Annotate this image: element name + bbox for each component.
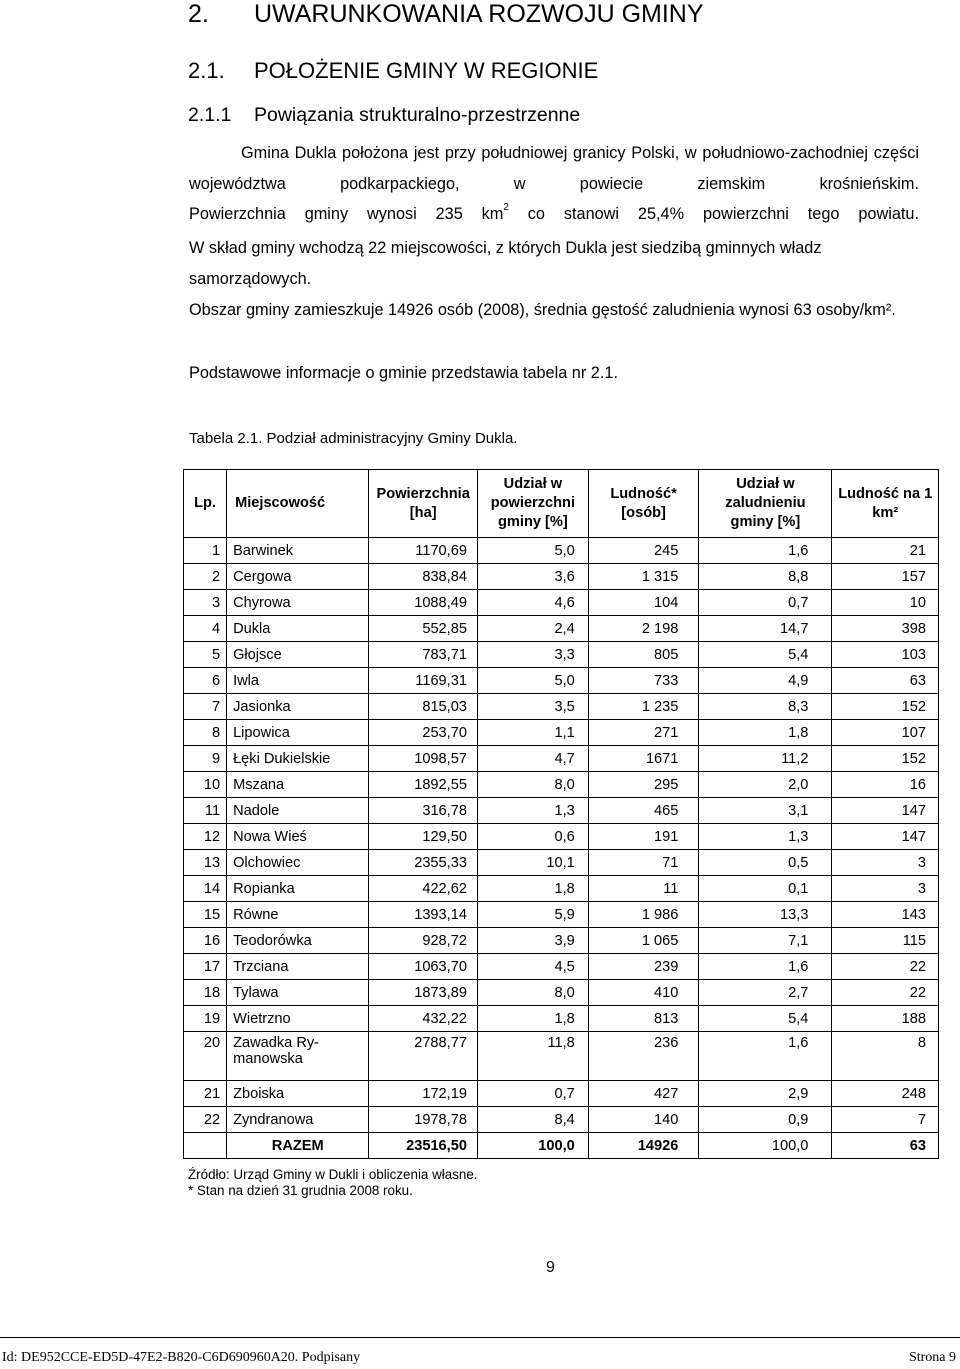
cell-area-share: 1,1 [477,720,588,746]
administrative-division-table [183,469,939,1159]
cell-locality: Zyndranowa [227,1107,369,1133]
cell-population-share: 2,9 [699,1081,832,1107]
cell-lp: 6 [184,668,227,694]
cell-lp: 9 [184,746,227,772]
cell-density: 3 [832,850,939,876]
superscript-2: 2 [503,202,509,213]
chapter-heading [188,0,704,29]
cell-area: 815,03 [369,694,478,720]
cell-population-share: 8,3 [699,694,832,720]
cell-locality: Iwla [227,668,369,694]
cell-population: 71 [588,850,699,876]
cell-area: 1978,78 [369,1107,478,1133]
subsection-heading [188,104,580,127]
cell-population-share: 1,6 [699,538,832,564]
cell-population: 245 [588,538,699,564]
cell-density: 152 [832,746,939,772]
cell-population-share: 11,2 [699,746,832,772]
cell-area: 838,84 [369,564,478,590]
cell-population-share: 14,7 [699,616,832,642]
cell-population-share: 0,1 [699,876,832,902]
cell-area-share: 5,0 [477,538,588,564]
cell-area: 129,50 [369,824,478,850]
cell-lp: 13 [184,850,227,876]
cell-area-share: 8,0 [477,980,588,1006]
paragraph-table-reference: Podstawowe informacje o gminie przedstawia tabela nr 2.1. [189,364,618,382]
cell-population-share: 8,8 [699,564,832,590]
cell-population-share: 5,4 [699,1006,832,1032]
table-row [184,798,939,824]
cell-area-share: 3,5 [477,694,588,720]
cell-population: 191 [588,824,699,850]
table-total-row [184,1133,939,1159]
cell-locality: Łęki Dukielskie [227,746,369,772]
cell-lp: 5 [184,642,227,668]
cell-population: 813 [588,1006,699,1032]
cell-population: 1 065 [588,928,699,954]
total-cell-lp [184,1133,227,1159]
table-body [184,538,939,1159]
cell-area: 1393,14 [369,902,478,928]
cell-area: 1169,31 [369,668,478,694]
cell-population: 140 [588,1107,699,1133]
source-line: Źródło: Urząd Gminy w Dukli i obliczenia własne. [188,1167,478,1182]
cell-lp: 2 [184,564,227,590]
header-lp: Lp. [184,470,227,538]
cell-population: 465 [588,798,699,824]
header-population: Ludność* [osób] [588,470,699,538]
cell-density: 398 [832,616,939,642]
table-row [184,1006,939,1032]
table-row [184,642,939,668]
cell-density: 21 [832,538,939,564]
cell-density: 115 [832,928,939,954]
section-title: POŁOŻENIE GMINY W REGIONIE [254,58,599,83]
table-row [184,720,939,746]
cell-population: 805 [588,642,699,668]
cell-population: 295 [588,772,699,798]
cell-population-share: 1,6 [699,954,832,980]
cell-area-share: 2,4 [477,616,588,642]
total-cell-area-share: 100,0 [477,1133,588,1159]
cell-lp: 11 [184,798,227,824]
cell-area: 422,62 [369,876,478,902]
table-row [184,954,939,980]
cell-locality: Równe [227,902,369,928]
table-row [184,772,939,798]
table-row [184,928,939,954]
footer-page-label: Strona 9 [908,1350,956,1365]
cell-area: 2355,33 [369,850,478,876]
cell-population: 1671 [588,746,699,772]
cell-locality: Wietrzno [227,1006,369,1032]
cell-population: 11 [588,876,699,902]
cell-population-share: 1,3 [699,824,832,850]
cell-population: 2 198 [588,616,699,642]
cell-density: 188 [832,1006,939,1032]
cell-lp: 18 [184,980,227,1006]
cell-area-share: 11,8 [477,1032,588,1081]
cell-population-share: 7,1 [699,928,832,954]
table-caption: Tabela 2.1. Podział administracyjny Gminy Dukla. [189,430,518,447]
page-number: 9 [546,1259,555,1276]
table-row [184,1081,939,1107]
table-row [184,694,939,720]
paragraph-area-text-a: Powierzchnia gminy wynosi 235 km [189,205,504,223]
cell-population-share: 4,9 [699,668,832,694]
cell-locality: Zboiska [227,1081,369,1107]
cell-lp: 14 [184,876,227,902]
table-source-note [188,1167,478,1199]
cell-lp: 22 [184,1107,227,1133]
paragraph-location: Gmina Dukla położona jest przy południowej granicy Polski, w południowo-zachodniej części województwa podkarpackiego, w powiecie ziemskim krośnieńskim. [189,144,919,193]
cell-population: 1 315 [588,564,699,590]
cell-locality: Nadole [227,798,369,824]
cell-density: 10 [832,590,939,616]
subsection-number: 2.1.1 [188,104,232,126]
cell-area-share: 4,7 [477,746,588,772]
subsection-title: Powiązania strukturalno-przestrzenne [254,104,581,126]
header-population-share: Udział w zaludnieniu gminy [%] [699,470,832,538]
table-row [184,902,939,928]
cell-density: 22 [832,980,939,1006]
cell-area: 1098,57 [369,746,478,772]
cell-lp: 8 [184,720,227,746]
cell-density: 3 [832,876,939,902]
cell-population: 271 [588,720,699,746]
table-row [184,616,939,642]
cell-area: 1892,55 [369,772,478,798]
cell-population: 410 [588,980,699,1006]
cell-lp: 1 [184,538,227,564]
cell-area-share: 0,7 [477,1081,588,1107]
total-cell-population-share: 100,0 [699,1133,832,1159]
cell-locality: Mszana [227,772,369,798]
cell-population: 733 [588,668,699,694]
cell-area-share: 3,9 [477,928,588,954]
cell-density: 147 [832,798,939,824]
cell-locality: Lipowica [227,720,369,746]
cell-locality: Ropianka [227,876,369,902]
cell-locality: Olchowiec [227,850,369,876]
cell-area-share: 5,9 [477,902,588,928]
cell-area-share: 10,1 [477,850,588,876]
cell-area: 316,78 [369,798,478,824]
total-cell-locality: RAZEM [227,1133,369,1159]
cell-lp: 10 [184,772,227,798]
cell-locality: Barwinek [227,538,369,564]
paragraph-villages: W skład gminy wchodzą 22 miejscowości, z których Dukla jest siedzibą gminnych władz samorządowych. [189,239,822,288]
cell-area-share: 4,6 [477,590,588,616]
cell-population-share: 1,6 [699,1032,832,1081]
paragraph-area [189,199,919,230]
cell-locality: Trzciana [227,954,369,980]
footer-document-id: Id: DE952CCE-ED5D-47E2-B820-C6D690960A20. Podpisany [2,1350,361,1365]
cell-area: 1063,70 [369,954,478,980]
header-density: Ludność na 1 km² [832,470,939,538]
cell-area: 783,71 [369,642,478,668]
total-cell-density: 63 [832,1133,939,1159]
cell-area-share: 8,4 [477,1107,588,1133]
total-cell-population: 14926 [588,1133,699,1159]
cell-locality: Nowa Wieś [227,824,369,850]
cell-lp: 4 [184,616,227,642]
table-row [184,564,939,590]
table-header-row [184,470,939,538]
cell-lp: 15 [184,902,227,928]
cell-population-share: 3,1 [699,798,832,824]
cell-lp: 16 [184,928,227,954]
cell-population-share: 13,3 [699,902,832,928]
cell-locality: Teodorówka [227,928,369,954]
cell-density: 63 [832,668,939,694]
cell-area: 1170,69 [369,538,478,564]
cell-area-share: 4,5 [477,954,588,980]
cell-population-share: 5,4 [699,642,832,668]
cell-area: 552,85 [369,616,478,642]
cell-population-share: 1,8 [699,720,832,746]
cell-lp: 7 [184,694,227,720]
cell-population-share: 0,7 [699,590,832,616]
cell-area: 172,19 [369,1081,478,1107]
cell-area: 1873,89 [369,980,478,1006]
cell-population-share: 0,5 [699,850,832,876]
cell-area-share: 8,0 [477,772,588,798]
chapter-number: 2. [188,0,209,28]
cell-population: 1 235 [588,694,699,720]
cell-locality: Cergowa [227,564,369,590]
cell-area: 432,22 [369,1006,478,1032]
cell-area: 2788,77 [369,1032,478,1081]
cell-density: 8 [832,1032,939,1081]
table-row [184,668,939,694]
table-row [184,980,939,1006]
cell-lp: 17 [184,954,227,980]
cell-lp: 12 [184,824,227,850]
cell-lp: 21 [184,1081,227,1107]
cell-area-share: 1,8 [477,876,588,902]
cell-area: 1088,49 [369,590,478,616]
header-locality: Miejscowość [227,470,369,538]
footnote-line: * Stan na dzień 31 grudnia 2008 roku. [188,1183,413,1198]
cell-density: 152 [832,694,939,720]
cell-locality: Chyrowa [227,590,369,616]
cell-area-share: 3,3 [477,642,588,668]
table-row [184,876,939,902]
table-row [184,1107,939,1133]
cell-locality: Zawadka Ry-manowska [227,1032,369,1081]
cell-locality: Jasionka [227,694,369,720]
cell-density: 103 [832,642,939,668]
cell-lp: 3 [184,590,227,616]
cell-density: 7 [832,1107,939,1133]
cell-area-share: 3,6 [477,564,588,590]
cell-population: 1 986 [588,902,699,928]
cell-area-share: 0,6 [477,824,588,850]
cell-locality: Tylawa [227,980,369,1006]
cell-population-share: 0,9 [699,1107,832,1133]
cell-population-share: 2,0 [699,772,832,798]
table-row [184,590,939,616]
cell-density: 147 [832,824,939,850]
section-heading [188,58,598,84]
cell-area: 928,72 [369,928,478,954]
cell-area-share: 1,3 [477,798,588,824]
cell-area-share: 1,8 [477,1006,588,1032]
cell-area-share: 5,0 [477,668,588,694]
footer-divider [0,1337,960,1338]
cell-population: 239 [588,954,699,980]
cell-population: 236 [588,1032,699,1081]
cell-population-share: 2,7 [699,980,832,1006]
paragraph-area-text-b: co stanowi 25,4% powierzchni tego powiatu. [508,205,919,223]
cell-lp: 19 [184,1006,227,1032]
table-row [184,1032,939,1081]
cell-density: 16 [832,772,939,798]
cell-lp: 20 [184,1032,227,1081]
table-row [184,850,939,876]
table-row [184,746,939,772]
cell-population: 427 [588,1081,699,1107]
cell-density: 157 [832,564,939,590]
cell-population: 104 [588,590,699,616]
total-cell-area: 23516,50 [369,1133,478,1159]
cell-area: 253,70 [369,720,478,746]
cell-locality: Głojsce [227,642,369,668]
cell-locality: Dukla [227,616,369,642]
paragraph-population: Obszar gminy zamieszkuje 14926 osób (2008), średnia gęstość zaludnienia wynosi 63 osoby/km². [189,301,896,319]
section-number: 2.1. [188,58,225,83]
header-area: Powierzchnia [ha] [369,470,478,538]
table-row [184,538,939,564]
cell-density: 22 [832,954,939,980]
cell-density: 143 [832,902,939,928]
cell-density: 107 [832,720,939,746]
cell-density: 248 [832,1081,939,1107]
header-area-share: Udział w powierzchni gminy [%] [477,470,588,538]
chapter-title: UWARUNKOWANIA ROZWOJU GMINY [254,0,704,28]
table-row [184,824,939,850]
